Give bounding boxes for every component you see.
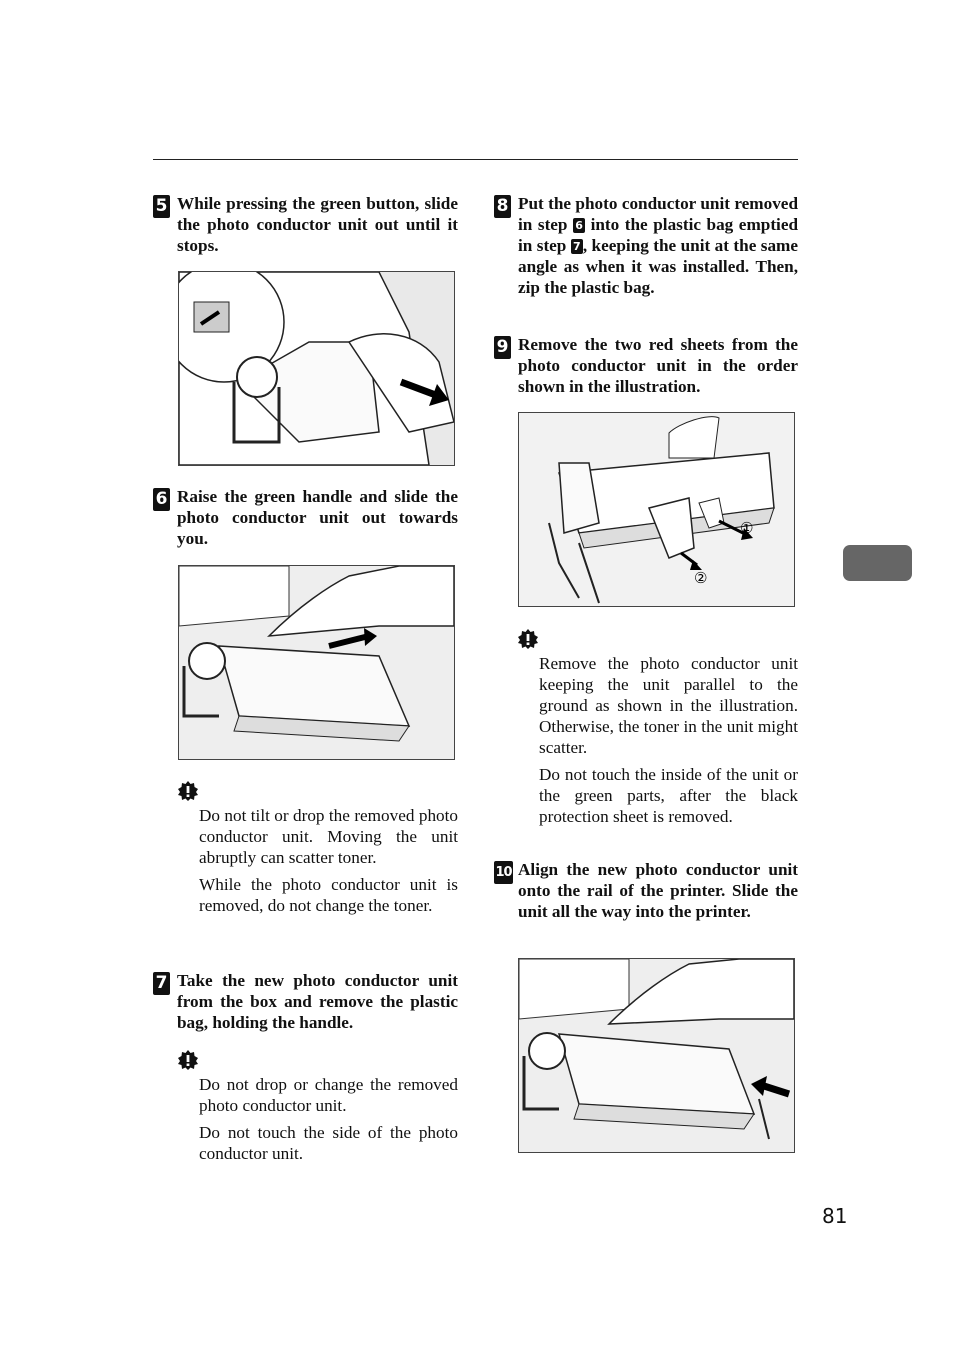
note-text: Do not tilt or drop the removed photo conductor unit. Moving the unit abruptly can scatter toner. (199, 806, 458, 867)
step-number: 5 (153, 195, 170, 218)
figure-remove-red-sheets (518, 412, 795, 607)
note-text: Do not touch the inside of the unit or the green parts, after the black protection sheet is removed. (539, 765, 798, 826)
step-10 (494, 859, 798, 922)
note-text: Remove the photo conductor unit keeping the unit parallel to the ground as shown in the illustration. Otherwise, the toner in the unit might scatter. (539, 654, 798, 757)
important-icon (178, 1050, 198, 1070)
step-5 (153, 193, 458, 256)
note-text: While the photo conductor unit is removed, do not change the toner. (199, 875, 458, 915)
step-6 (153, 486, 458, 549)
figure-insert-new-unit (518, 958, 795, 1153)
callout-label-2: ② (694, 569, 708, 587)
step-number: 8 (494, 195, 511, 218)
step-instruction: Put the photo conductor unit removed in step 6 into the plastic bag emptied in step 7 , keeping the unit at the same angle as when it was installed. Then, zip the plastic bag. (518, 194, 799, 297)
page-number: 81 (822, 1204, 848, 1228)
header-rule (153, 159, 798, 160)
step-instruction: Align the new photo conductor unit onto the rail of the printer. Slide the unit all the way into the printer. (518, 860, 798, 921)
note-text: Do not touch the side of the photo conductor unit. (199, 1123, 458, 1163)
step-instruction: Remove the two red sheets from the photo conductor unit in the order shown in the illustration. (518, 335, 798, 396)
step-reference-badge: 6 (573, 218, 585, 233)
step-instruction: Take the new photo conductor unit from the box and remove the plastic bag, holding the handle. (177, 971, 458, 1032)
step-8 (494, 193, 798, 298)
chapter-tab (843, 545, 912, 581)
step-number: 10 (494, 861, 513, 884)
figure-slide-out-unit (178, 271, 455, 466)
step-7 (153, 970, 458, 1033)
important-icon (178, 781, 198, 801)
step-reference-badge: 7 (571, 239, 583, 254)
important-note-step9 (518, 629, 798, 833)
step-number: 6 (153, 488, 170, 511)
important-note-step7 (178, 1050, 458, 1170)
step-instruction: While pressing the green button, slide the photo conductor unit out until it stops. (177, 194, 458, 255)
important-icon (518, 629, 538, 649)
figure-raise-handle (178, 565, 455, 760)
callout-label-1: ① (740, 519, 754, 537)
step-number: 7 (153, 972, 170, 995)
important-note-step6 (178, 781, 458, 922)
step-number: 9 (494, 336, 511, 359)
step-9 (494, 334, 798, 397)
step-instruction: Raise the green handle and slide the photo conductor unit out towards you. (177, 487, 458, 548)
note-text: Do not drop or change the removed photo conductor unit. (199, 1075, 458, 1115)
